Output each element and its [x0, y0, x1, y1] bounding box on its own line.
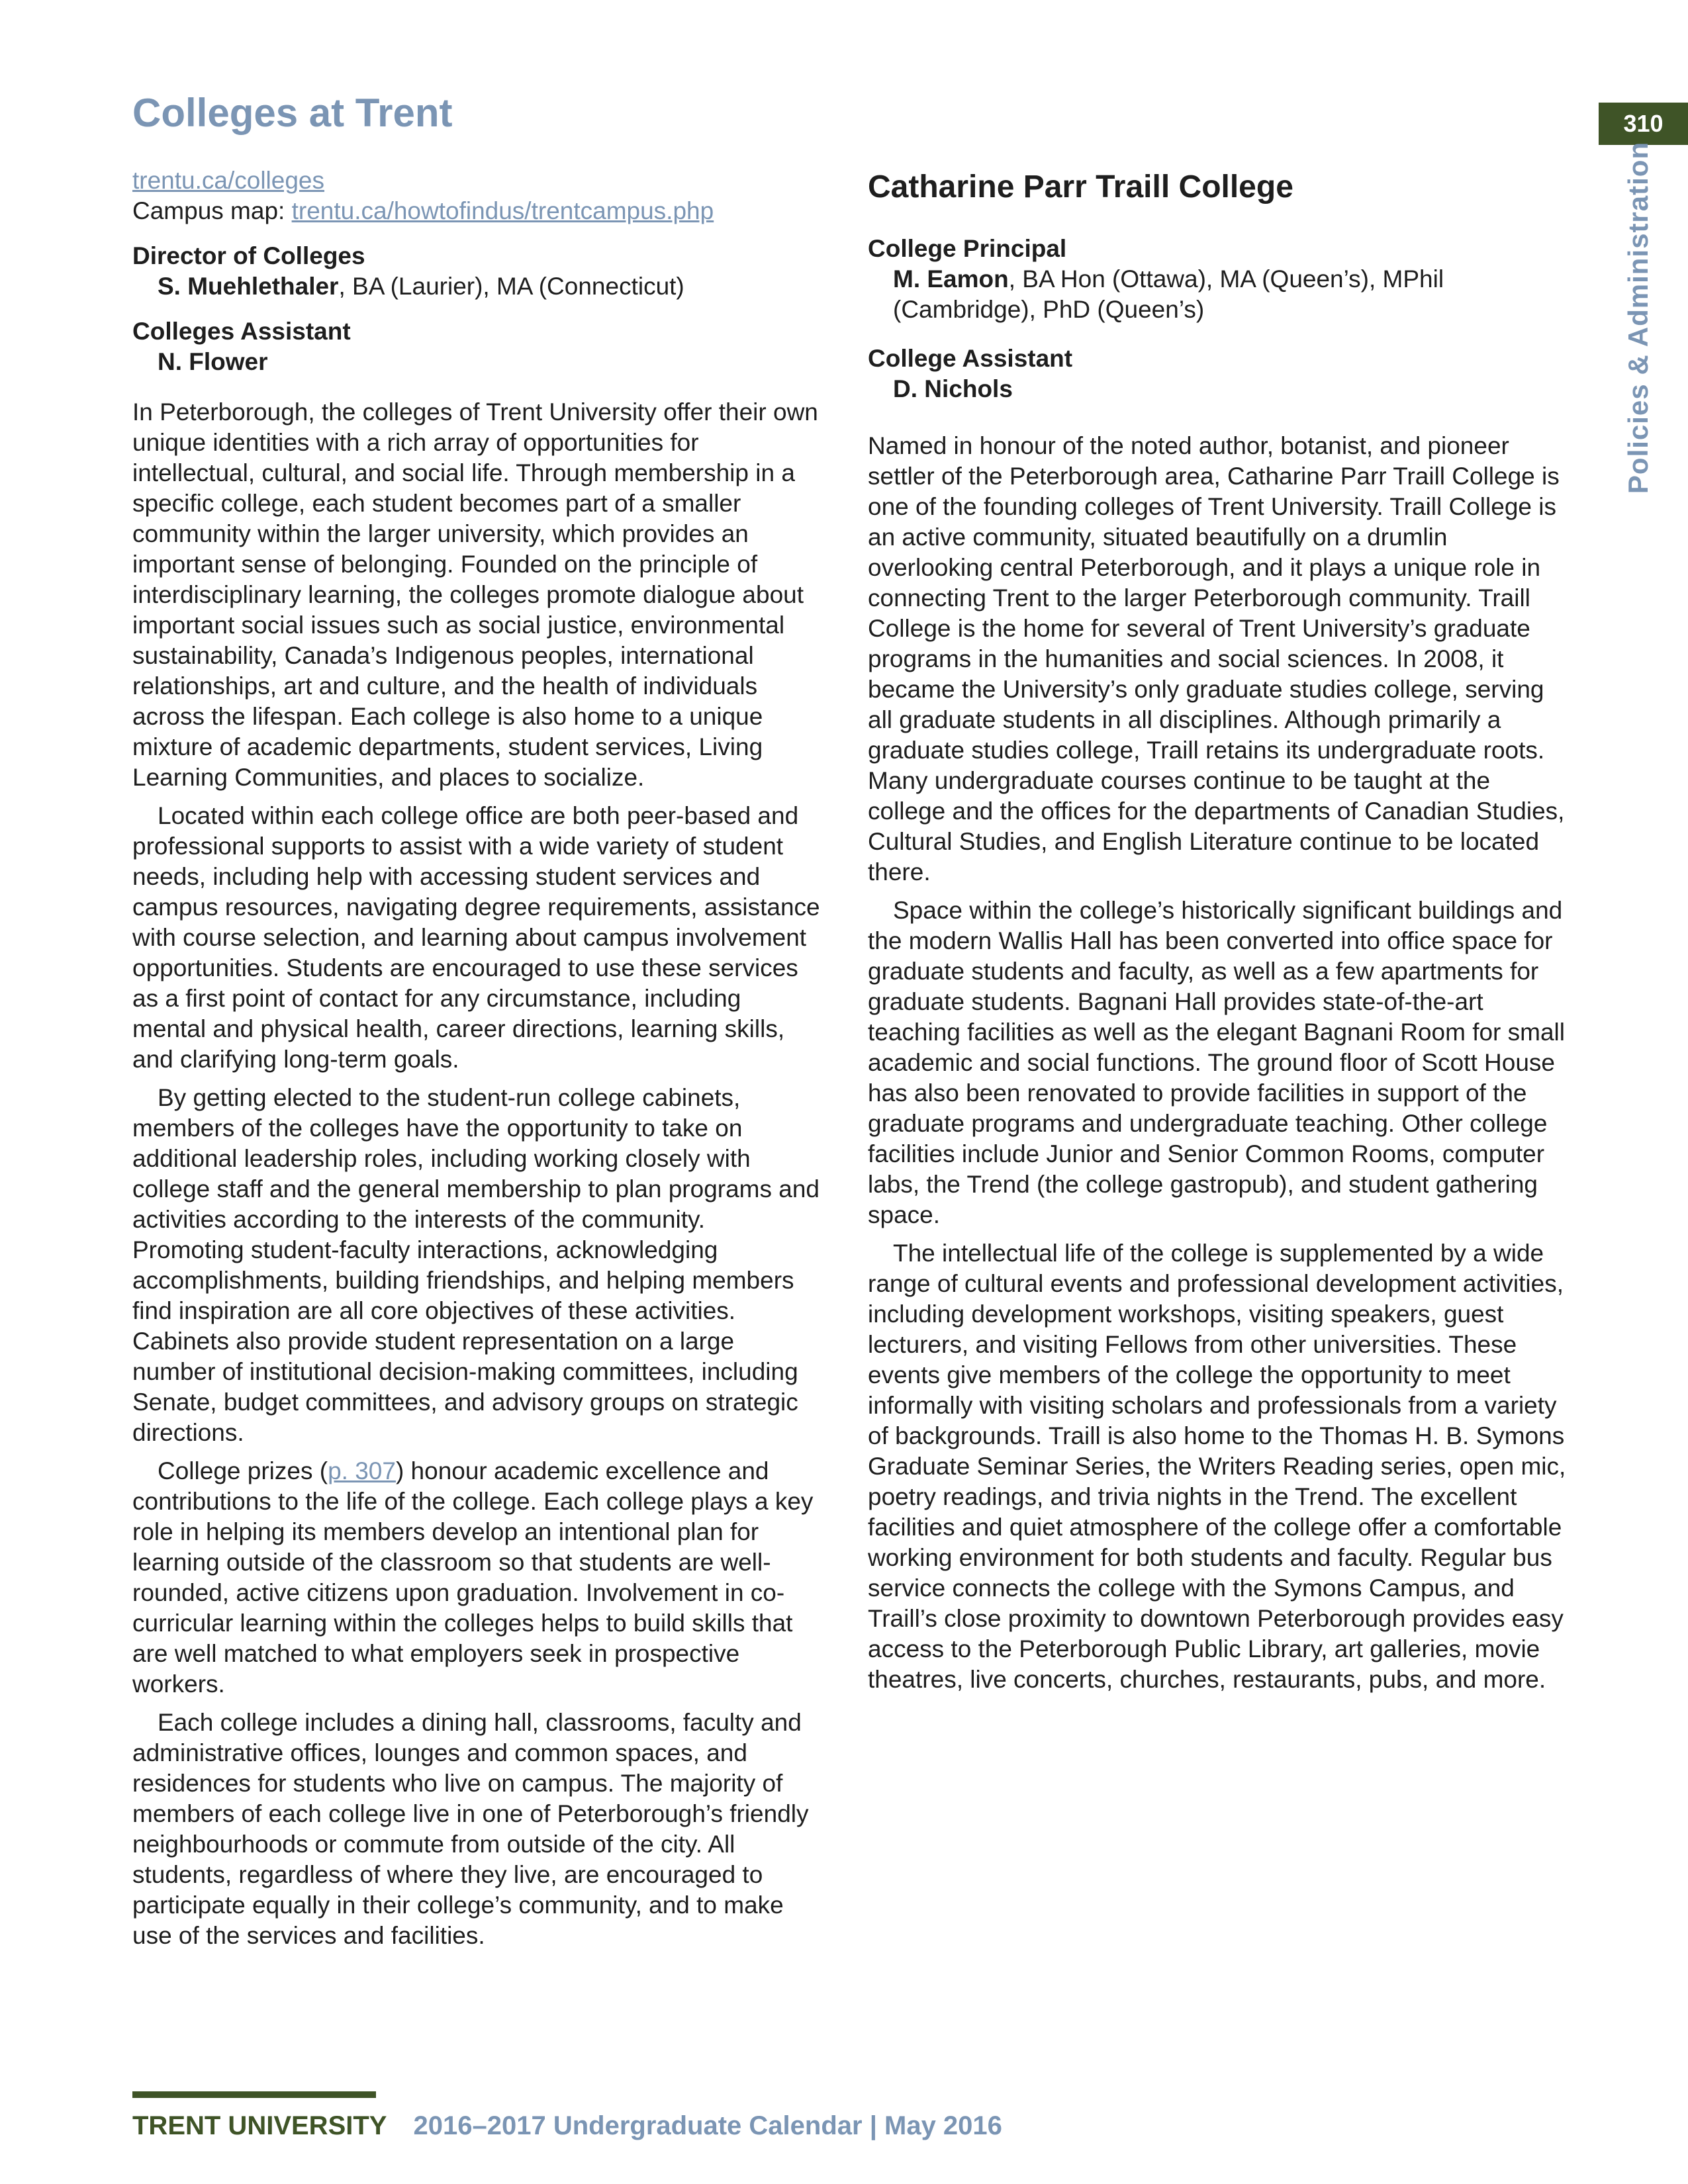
director-entry	[158, 271, 821, 302]
colleges-link[interactable]: trentu.ca/colleges	[132, 167, 325, 194]
left-paragraph-4	[132, 1456, 821, 1700]
college-assistant-entry	[893, 374, 1570, 404]
principal-credentials: , BA Hon (Ottawa), MA (Queen’s), MPhil (Cambridge), PhD (Queen’s)	[893, 265, 1444, 323]
principal-entry	[893, 264, 1570, 325]
director-label: Director of Colleges	[132, 242, 365, 269]
college-assistant-name: D. Nichols	[893, 375, 1013, 402]
right-column	[868, 169, 1570, 1703]
college-assistant-label: College Assistant	[868, 345, 1073, 372]
right-paragraph-1: Named in honour of the noted author, botanist, and pioneer settler of the Peterborough area, Catharine Parr Traill College is one of the founding colleges of Trent University. Traill College is an active community, situated beautifully on a drumlin overlooking central Peterborough, and it plays a unique role in connecting Trent to the larger Peterborough community. Traill College is the home for several of Trent University’s graduate programs in the humanities and social sciences. In 2008, it became the University’s only graduate studies college, serving all graduate students in all disciplines. Although primarily a graduate studies college, Traill retains its undergraduate roots. Many undergraduate courses continue to be taught at the college and the offices for the departments of Canadian Studies, Cultural Studies, and English Literature continue to be located there.	[868, 432, 1565, 886]
footer-calendar: 2016–2017 Undergraduate Calendar | May 2016	[413, 2111, 1002, 2140]
left-paragraph-5: Each college includes a dining hall, classrooms, faculty and administrative offices, lounges and common spaces, and residences for students who live on campus. The majority of members of each college live in one of Peterborough’s friendly neighbourhoods or commute from outside of the city. All students, regardless of where they live, are encouraged to participate equally in their college’s community, and to make use of the services and facilities.	[132, 1709, 809, 1949]
right-paragraph-3: The intellectual life of the college is supplemented by a wide range of cultural events and professional development activities, including development workshops, visiting speakers, guest lecturers, and visiting Fellows from other universities. These events give members of the college the opportunity to meet informally with visiting scholars and professionals from a variety of backgrounds. Traill is also home to the Thomas H. B. Symons Graduate Seminar Series, the Writers Reading series, open mic, poetry readings, and trivia nights in the Trend. The excellent facilities and quiet atmosphere of the college offer a comfortable working environment for both students and faculty. Regular bus service connects the college with the Symons Campus, and Traill’s close proximity to downtown Peterborough provides easy access to the Peterborough Public Library, art galleries, movie theatres, live concerts, churches, restaurants, pubs, and more.	[868, 1240, 1566, 1693]
left-column	[132, 165, 821, 1959]
director-credentials: , BA (Laurier), MA (Connecticut)	[338, 273, 684, 300]
principal-name: M. Eamon	[893, 265, 1009, 293]
colleges-assistant-name	[158, 347, 821, 377]
prizes-text-b: ) honour academic excellence and contributions to the life of the college. Each college plays a key role in helping its members develop an intentional plan for learning outside of the classroom so that students are well-rounded, active citizens upon graduation. Involvement in co-curricular learning within the colleges helps to build skills that are well matched to what employers seek in prospective workers.	[132, 1457, 814, 1698]
page-number: 310	[1599, 103, 1688, 145]
section-tab: Policies & Administration	[1622, 141, 1654, 494]
colleges-link-line	[132, 165, 821, 196]
footer	[132, 2111, 1002, 2141]
colleges-assistant-name-text: N. Flower	[158, 348, 268, 375]
campus-map-line	[132, 196, 821, 226]
campus-map-label: Campus map:	[132, 197, 292, 224]
left-paragraph-1: In Peterborough, the colleges of Trent University offer their own unique identities with a rich array of opportunities for intellectual, cultural, and social life. Through membership in a specific college, each student becomes part of a smaller community within the larger university, which provides an important sense of belonging. Founded on the principle of interdisciplinary learning, the colleges promote dialogue about important social issues such as social justice, environmental sustainability, Canada’s Indigenous peoples, international relationships, art and culture, and the health of individuals across the lifespan. Each college is also home to a unique mixture of academic departments, student services, Living Learning Communities, and places to socialize.	[132, 398, 818, 791]
director-name: S. Muehlethaler	[158, 273, 339, 300]
prizes-text-a: College prizes (	[158, 1457, 328, 1484]
colleges-assistant-label: Colleges Assistant	[132, 318, 351, 345]
right-paragraph-2: Space within the college’s historically significant buildings and the modern Wallis Hall has been converted into office space for graduate students and faculty, as well as a few apartments for graduate students. Bagnani Hall provides state-of-the-art teaching facilities as well as the elegant Bagnani Room for small academic and social functions. The ground floor of Scott House has also been renovated to provide facilities in support of the graduate programs and undergraduate teaching. Other college facilities include Junior and Senior Common Rooms, computer labs, the Trend (the college gastropub), and student gathering space.	[868, 897, 1566, 1228]
left-paragraph-3: By getting elected to the student-run college cabinets, members of the colleges have the opportunity to take on additional leadership roles, including working closely with college staff and the general membership to plan programs and activities according to the interests of the community. Promoting student-faculty interactions, acknowledging accomplishments, building friendships, and helping members find inspiration are all core objectives of these activities. Cabinets also provide student representation on a large number of institutional decision-making committees, including Senate, budget committees, and advisory groups on strategic directions.	[132, 1084, 820, 1446]
college-title: Catharine Parr Traill College	[868, 169, 1293, 205]
footer-rule	[132, 2091, 376, 2098]
prizes-page-link[interactable]: p. 307	[328, 1457, 396, 1484]
footer-university: TRENT UNIVERSITY	[132, 2111, 387, 2140]
principal-label: College Principal	[868, 235, 1067, 262]
left-paragraph-2: Located within each college office are both peer-based and professional supports to assist with a wide variety of student needs, including help with accessing student services and campus resources, navigating degree requirements, assistance with course selection, and learning about campus involvement opportunities. Students are encouraged to use these services as a first point of contact for any circumstance, including mental and physical health, career directions, learning skills, and clarifying long-term goals.	[132, 802, 820, 1073]
page-title: Colleges at Trent	[132, 91, 453, 135]
campus-map-link[interactable]: trentu.ca/howtofindus/trentcampus.php	[291, 197, 714, 224]
